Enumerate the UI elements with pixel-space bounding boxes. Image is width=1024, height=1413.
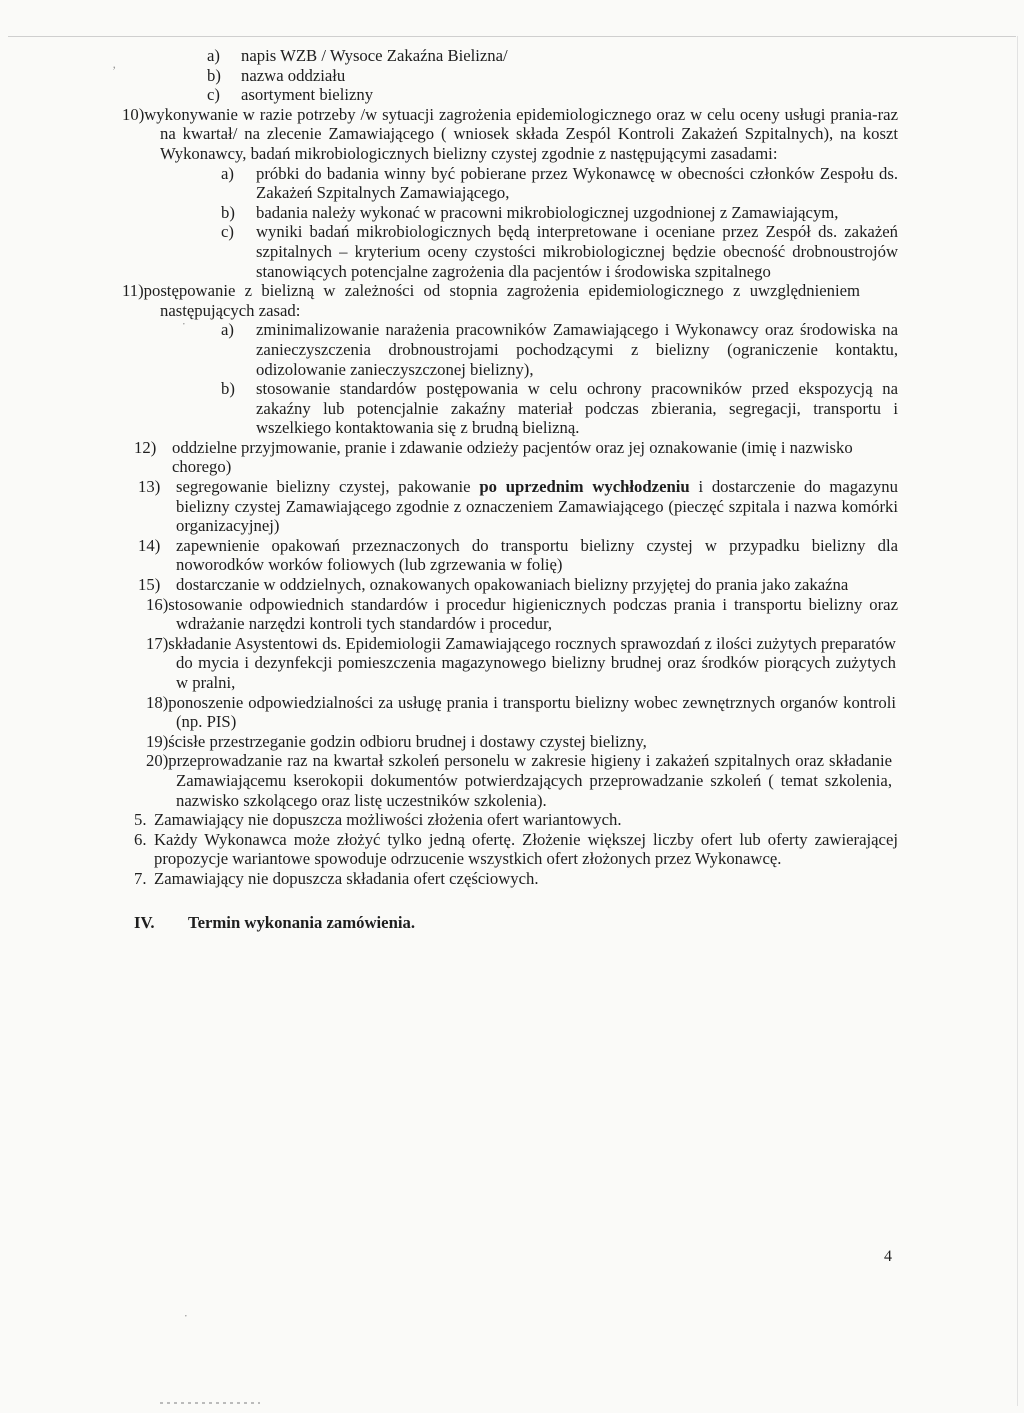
list-item (207, 66, 898, 86)
item-paragraph (146, 751, 892, 810)
item-text: próbki do badania winny być pobierane przez Wykonawcę w obecności członków Zespołu ds. Zakażeń Szpitalnych Zamawiającego, (256, 163, 898, 203)
scan-speck: ‚ (112, 56, 117, 71)
list-item-12 (134, 438, 898, 477)
section-number: IV. (134, 912, 155, 932)
item-text: stosowanie standardów postępowania w celu ochrony pracowników przed ekspozycją na zakaźny lub potencjalnie zakaźny materiał podczas zbierania, segregacji, transportu i wszelkiego kontaktowania się z brudną bielizną. (256, 379, 898, 438)
item-label: b) (207, 65, 221, 85)
item-text-part: segregowanie bielizny czystej, pakowanie (176, 477, 480, 497)
item-text: stosowanie odpowiednich standardów i procedur higienicznych podczas prania i transportu bielizny oraz wdrażanie narzędzi kontroli tych standardów i procedur, (168, 594, 898, 634)
right-scan-border (1017, 36, 1018, 1406)
point-7 (134, 869, 898, 889)
item-text: wykonywanie w razie potrzeby /w sytuacji zagrożenia epidemiologicznego oraz w celu oceny usługi prania-raz na kwartał/ na zlecenie Zamawiającego ( wniosek składa Zespól Kontroli Zakażeń Szpitalnych), na koszt Wykonawcy, badań mikrobiologicznych bielizny czystej zgodnie z następującymi zasadami: (144, 104, 898, 163)
item-label: 16) (146, 594, 169, 614)
page-number: 4 (884, 1248, 892, 1265)
list-item (221, 320, 898, 379)
item-label: 20) (146, 751, 169, 771)
item-label: 11) (122, 281, 144, 301)
item-label: a) (207, 46, 220, 65)
item-label: a) (221, 320, 234, 340)
scan-speck: · (184, 1308, 188, 1323)
item-label: 14) (138, 535, 161, 555)
item-paragraph (146, 634, 896, 693)
item-label: 15) (138, 575, 161, 595)
point-6 (134, 830, 898, 869)
scan-speck: · (182, 316, 186, 331)
item-paragraph (122, 105, 898, 164)
scan-artifact (160, 1402, 260, 1404)
item-label: 12) (134, 437, 157, 457)
item-label: b) (221, 202, 235, 222)
item-text: Zamawiający nie dopuszcza składania ofert częściowych. (154, 868, 539, 888)
item-text: oddzielne przyjmowanie, pranie i zdawanie odzieży pacjentów oraz jej oznakowanie (imię i nazwisko chorego) (172, 437, 853, 477)
item-label: 6. (134, 829, 147, 849)
item-text: napis WZB / Wysoce Zakaźna Bielizna/ (241, 46, 508, 65)
list-item (221, 222, 898, 281)
item-paragraph (146, 693, 896, 732)
list-item (221, 379, 898, 438)
item-text: wyniki badań mikrobiologicznych będą interpretowane i oceniane przez Zespół ds. zakażeń szpitalnych – kryterium oceny czystości mikrobiologicznej będzie obecność drobnoustrojów stanowiących potencjalne zagrożenia dla pacjentów i środowiska szpitalnego (256, 222, 898, 281)
item-text: nazwa oddziału (241, 65, 346, 85)
point-5 (134, 810, 898, 830)
list-item (207, 46, 898, 66)
list-item (221, 164, 898, 203)
list-item-19 (146, 732, 898, 752)
list-item-11 (122, 281, 898, 320)
item-label: a) (221, 163, 234, 183)
list-item (207, 85, 898, 105)
item-label: 5. (134, 810, 147, 830)
list-item-14 (138, 536, 898, 575)
list-item-10 (122, 105, 898, 164)
document-body (122, 46, 898, 932)
item-label: 10) (122, 104, 145, 124)
list-item-13 (138, 477, 898, 536)
item-label: c) (221, 222, 234, 242)
item-text: dostarczanie w oddzielnych, oznakowanych opakowaniach bielizny przyjętej do prania jako zakaźna (176, 575, 849, 595)
item-text (176, 477, 898, 536)
item-text: postępowanie z bielizną w zależności od stopnia zagrożenia epidemiologicznego z uwzględnieniem następujących zasad: (143, 281, 860, 320)
item-text: Zamawiający nie dopuszcza możliwości złożenia ofert wariantowych. (154, 810, 622, 830)
item-label: c) (207, 85, 220, 105)
list-item-20 (146, 751, 898, 810)
item-paragraph (122, 281, 860, 320)
item-text: zapewnienie opakowań przeznaczonych do transportu bielizny czystej w przypadku bielizny dla noworodków worków foliowych (lub zgrzewania w folię) (176, 535, 898, 575)
item-text-part: i dostarczenie do magazynu bielizny czystej Zamawiającego zgodnie z oznaczeniem Zamawiającego (pieczęć szpitala i nazwa komórki organizacyjnej) (176, 477, 898, 536)
item-text: przeprowadzanie raz na kwartał szkoleń personelu w zakresie higieny i zakażeń szpitalnych oraz składanie Zamawiającemu kserokopii dokumentów potwierdzających przeprowadzanie szkoleń ( temat szkolenia, nazwisko szkolącego oraz listę uczestników szkolenia). (168, 751, 892, 810)
list-item-18 (146, 693, 898, 732)
item-label: 7. (134, 868, 147, 888)
item-text: zminimalizowanie narażenia pracowników Zamawiającego i Wykonawcy oraz środowiska na zanieczyszczenia drobnoustrojami pochodzącymi z bielizny (ograniczenie kontaktu, odizolowanie zanieczyszczonej bielizny), (256, 320, 898, 379)
item-paragraph (146, 732, 896, 752)
item-text: asortyment bielizny (241, 85, 374, 105)
list-item (221, 203, 898, 223)
list-item-15 (138, 575, 898, 595)
item-label: 18) (146, 692, 169, 712)
item-text: ponoszenie odpowiedzialności za usługę prania i transportu bielizny wobec zewnętrznych organów kontroli (np. PIS) (168, 692, 896, 732)
section-title: Termin wykonania zamówienia. (188, 912, 415, 932)
item-paragraph (146, 595, 898, 634)
spacer (122, 889, 898, 913)
item-text: składanie Asystentowi ds. Epidemiologii Zamawiającego rocznych sprawozdań z ilości zużytych preparatów do mycia i dezynfekcji pomieszczenia magazynowego bielizny brudnej oraz środków piorących zużytych w pralni, (168, 633, 896, 692)
section-heading (134, 913, 898, 933)
top-scan-border (8, 36, 1016, 37)
item-text: Każdy Wykonawca może złożyć tylko jedną ofertę. Złożenie większej liczby ofert lub oferty zawierającej propozycje wariantowe spowoduje odrzucenie wszystkich ofert złożonych przez Wykonawcę. (154, 829, 898, 869)
list-item-16 (146, 595, 898, 634)
item-text: ścisłe przestrzeganie godzin odbioru brudnej i dostawy czystej bielizny, (168, 731, 647, 751)
item-label: 13) (138, 477, 161, 497)
item-label: 17) (146, 633, 169, 653)
item-text-bold: po uprzednim wychłodzeniu (479, 477, 690, 497)
list-item-17 (146, 634, 898, 693)
item-text: badania należy wykonać w pracowni mikrobiologicznej uzgodnionej z Zamawiającym, (256, 202, 839, 222)
item-label: b) (221, 379, 235, 399)
item-label: 19) (146, 731, 169, 751)
